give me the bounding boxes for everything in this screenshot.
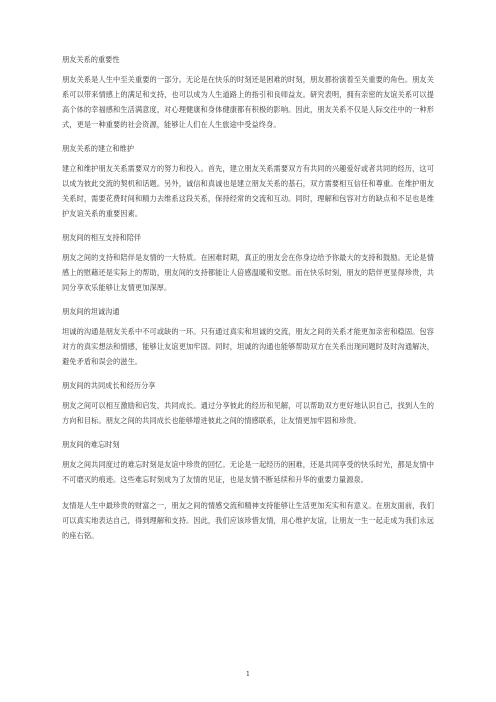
section-paragraph: 建立和维护朋友关系需要双方的努力和投入。首先，建立朋友关系需要双方有共同的兴趣爱好或者共同的经历，这可以成为彼此交流的契机和话题。另外，诚信和真诚也是建立朋友关系的基石，双方需要相互信任和尊重。在维护朋友关系时，需要花费时间和精力去维系这段关系，保持经常的交流和互动。同时，理解和包容对方的缺点和不足也是维护友谊关系的重要因素。	[62, 164, 434, 218]
section-paragraph: 朋友之间共同度过的难忘时刻是友谊中珍贵的回忆。无论是一起经历的困难，还是共同享受的快乐时光，都是友情中不可磨灭的痕迹。这些难忘时刻成为了友情的见证，也是友情不断延续和升华的重要力量源泉。	[62, 460, 434, 484]
section-paragraph: 朋友关系是人生中至关重要的一部分。无论是在快乐的时刻还是困难的时刻，朋友都扮演着至关重要的角色。朋友关系可以带来情感上的满足和支持，也可以成为人生道路上的指引和良师益友。研究表明，拥有亲密的友谊关系可以提高个体的幸福感和生活满意度，对心理健康和身体健康都有积极的影响。因此，朋友关系不仅是人际交往中的一种形式，更是一种重要的社会资源，能够让人们在人生旅途中受益终身。	[62, 75, 434, 129]
section-paragraph: 朋友之间的支持和陪伴是友情的一大特质。在困难时期，真正的朋友会在你身边给予你最大的支持和鼓励。无论是情感上的慰藉还是实际上的帮助，朋友间的支持都能让人倍感温暖和安慰。而在快乐时刻，朋友的陪伴更显得珍贵，共同分享欢乐能够让友情更加深厚。	[62, 253, 434, 292]
section-heading: 朋友间的难忘时刻	[62, 440, 120, 449]
section-heading: 朋友间的共同成长和经历分享	[62, 381, 156, 390]
section-growth	[62, 380, 434, 428]
section-heading: 朋友关系的重要性	[62, 55, 120, 64]
section-paragraph: 朋友之间可以相互激励和启发，共同成长。通过分享彼此的经历和见解，可以帮助双方更好地认识自己，找到人生的方向和目标。朋友之间的共同成长也能够增进彼此之间的情感联系，让友情更加牢固和珍贵。	[62, 401, 434, 425]
conclusion-paragraph: 友情是人生中最珍贵的财富之一，朋友之间的情感交流和精神支持能够让生活更加充实和有意义。在朋友面前，我们可以真实地表达自己，得到理解和支持。因此，我们应该珍惜友情，用心维护友谊，让朋友一生一起走成为我们永远的座右铭。	[62, 501, 434, 540]
section-heading: 朋友间的坦诚沟通	[62, 307, 120, 316]
section-memories	[62, 439, 434, 543]
section-importance	[62, 54, 434, 132]
page-number: 1	[245, 670, 251, 678]
section-building	[62, 143, 434, 221]
section-heading: 朋友关系的建立和维护	[62, 144, 134, 153]
section-communication	[62, 306, 434, 369]
section-paragraph: 坦诚的沟通是朋友关系中不可或缺的一环。只有通过真实和坦诚的交流，朋友之间的关系才能更加亲密和稳固。包容对方的真实想法和情感，能够让友谊更加牢固。同时，坦诚的沟通也能够帮助双方在关系出现问题时及时沟通解决，避免矛盾和误会的滋生。	[62, 327, 434, 366]
section-support	[62, 232, 434, 295]
document-body	[62, 54, 434, 554]
section-heading: 朋友间的相互支持和陪伴	[62, 233, 142, 242]
